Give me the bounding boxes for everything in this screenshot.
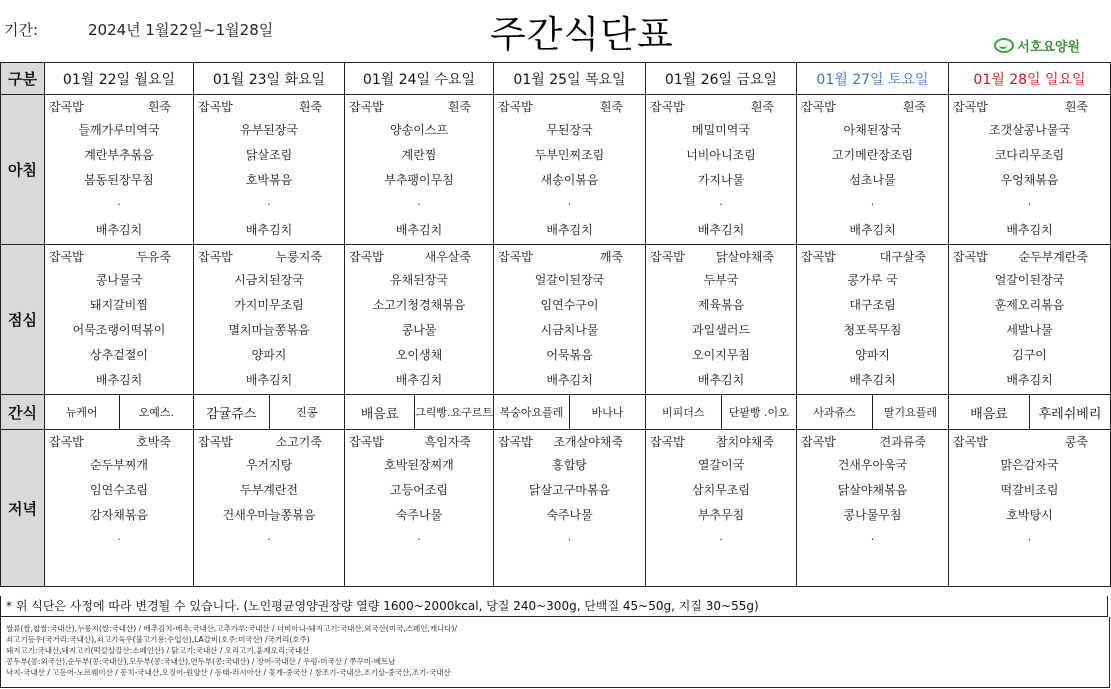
origin-line: 쇠고기등우(국거리:국내산),쇠고기육우(불고기용:수입산),LA갈비(호주:미국산) /국거리(호주): [6, 635, 310, 644]
dish-item: 순두부찌개: [90, 458, 148, 472]
snack-item: 사과쥬스: [797, 395, 873, 429]
breakfast-row: [1, 95, 1111, 245]
dish-item: 임연수조림: [90, 483, 148, 497]
snack-pair: [45, 395, 193, 429]
kimchi-item: 배추김치: [1006, 223, 1053, 237]
dish-item: 양파지: [855, 348, 890, 362]
dish-item: 오이생채: [395, 348, 443, 362]
dish-item: 고기메란장조림: [831, 148, 914, 162]
rice-porridge-line: [646, 95, 796, 118]
porridge-item: 흰죽: [447, 100, 471, 114]
porridge-item: 흰죽: [902, 100, 926, 114]
snack-cell: [345, 395, 494, 430]
snack-pair: [494, 395, 645, 429]
day-header-sunday: 01월 28일 일요일: [949, 63, 1111, 95]
rice-item: 잡곡밥: [650, 250, 685, 264]
logo: [994, 36, 1080, 55]
rice-porridge-line: [345, 245, 493, 268]
porridge-item: 호박죽: [136, 435, 171, 449]
dish-item: .: [567, 532, 572, 543]
porridge-item: 콩죽: [1064, 435, 1088, 449]
rice-item: 잡곡밥: [953, 250, 988, 264]
meal-label-breakfast: 아침: [1, 95, 45, 245]
dish-item: 열갈이국: [697, 458, 745, 472]
porridge-item: 닭살야채죽: [716, 250, 774, 264]
rice-porridge-line: [949, 245, 1110, 268]
dish-item: 두부국: [703, 273, 739, 287]
dish-item: 고등어조림: [390, 483, 448, 497]
porridge-item: 참치야채죽: [716, 435, 774, 449]
lunch-cell: [194, 245, 345, 395]
dish-item: 양파지: [251, 348, 287, 362]
rice-porridge-line: [494, 245, 645, 268]
snack-pair: [797, 395, 948, 429]
dish-item: 얼갈이된장국: [994, 273, 1065, 287]
snack-cell: [194, 395, 345, 430]
dish-item: 호박탕시: [1006, 508, 1053, 522]
nutrition-note: * 위 식단은 사정에 따라 변경될 수 있습니다. (노인평균영양권장량 열량 1600~2000kcal, 당질 240~300g, 단백질 45~50g, 지질 30~55g): [0, 596, 1108, 617]
dish-item: 떡갈비조림: [1000, 483, 1059, 497]
dish-item: 건새우아욱국: [837, 458, 908, 472]
dish-item: 메밀미역국: [692, 123, 750, 137]
dish-item: 과일샐러드: [692, 323, 750, 337]
rice-item: 잡곡밥: [198, 250, 233, 264]
dish-item: 봄동된장무침: [84, 173, 154, 187]
dinner-cell: [646, 430, 797, 587]
rice-item: 잡곡밥: [650, 100, 685, 114]
snack-item: 복숭아요플레: [494, 395, 570, 429]
dish-item: .: [117, 532, 121, 543]
snack-pair: [949, 395, 1110, 429]
dish-item: 무된장국: [546, 123, 593, 137]
day-header: 01월 24일 수요일: [345, 63, 494, 95]
lunch-cell: [797, 245, 949, 395]
lunch-cell: [494, 245, 646, 395]
meal-label-lunch: 점심: [1, 245, 45, 395]
breakfast-cell: [797, 95, 949, 245]
meal-label-dinner: 저녁: [1, 430, 45, 587]
dish-item: 청포묵무침: [843, 323, 902, 337]
dinner-cell: [949, 430, 1111, 587]
kimchi-item: 배추김치: [395, 223, 443, 237]
porridge-item: 흑임자죽: [424, 435, 471, 449]
rice-porridge-line: [494, 430, 645, 453]
kimchi-item: 배추김치: [245, 223, 293, 237]
dish-item: .: [719, 532, 723, 543]
rice-item: 잡곡밥: [801, 100, 836, 114]
rice-item: 잡곡밥: [953, 100, 988, 114]
snack-item: 배음료: [949, 395, 1030, 429]
snack-cell: [494, 395, 646, 430]
dish-item: 감자채볶음: [90, 508, 148, 522]
kimchi-item: 배추김치: [1006, 373, 1053, 387]
dinner-cell: [345, 430, 494, 587]
snack-item: 단팥빵 .이오: [728, 406, 789, 419]
breakfast-cell: [45, 95, 194, 245]
snack-item: 그릭빵.요구르트: [415, 406, 493, 419]
origin-line: 낙지-국내산 / 고등어-노르웨이산 / 동치-국내산,오징어-원양산 / 동태-러시아산 / 꽃게-중국산 / 참조기-국내산,조기살-중국산,조기-국내산: [6, 668, 451, 677]
porridge-item: 두유죽: [136, 250, 171, 264]
dish-item: 제육볶음: [697, 298, 745, 312]
rice-item: 잡곡밥: [498, 100, 533, 114]
day-header: 01월 23일 화요일: [194, 63, 345, 95]
kimchi-item: 배추김치: [95, 223, 143, 237]
dish-item: 조갯살콩나물국: [988, 123, 1071, 137]
rice-porridge-line: [949, 95, 1110, 118]
dish-item: 오이지무침: [692, 348, 750, 362]
dish-item: 김구이: [1012, 348, 1047, 362]
dish-item: 어묵조랭이떡볶이: [72, 323, 166, 337]
meal-label-snack: 간식: [1, 395, 45, 430]
kimchi-item: 배추김치: [697, 373, 745, 387]
dish-item: 섬초나물: [849, 173, 896, 187]
dish-item: 닭살고구마볶음: [528, 483, 611, 497]
rice-porridge-line: [194, 430, 344, 453]
sheet-header: [0, 0, 1110, 62]
dish-item: 맑은감자국: [1000, 458, 1059, 472]
dish-item: 우거지탕: [245, 458, 293, 472]
dish-item: .: [870, 197, 875, 208]
kimchi-item: 배추김치: [245, 373, 293, 387]
snack-item: 배음료: [345, 395, 415, 429]
dish-item: 두부계란전: [240, 483, 298, 497]
dish-item: .: [1027, 197, 1032, 208]
day-header: 01월 25일 목요일: [494, 63, 646, 95]
dish-item: 가지미무조림: [234, 298, 304, 312]
dish-item: 시금치나물: [540, 323, 599, 337]
rice-item: 잡곡밥: [953, 435, 988, 449]
dish-item: 삼치무조림: [692, 483, 750, 497]
rice-porridge-line: [45, 245, 193, 268]
kimchi-item: 배추김치: [395, 373, 443, 387]
snack-pair: [345, 395, 493, 429]
dish-item: 대구조림: [849, 298, 896, 312]
rice-porridge-line: [45, 95, 193, 118]
snack-item: 딸기요플레: [883, 406, 938, 419]
rice-item: 잡곡밥: [498, 435, 533, 449]
dish-item: .: [417, 532, 421, 543]
snack-cell: [646, 395, 797, 430]
lunch-cell: [345, 245, 494, 395]
snack-cell: [949, 395, 1111, 430]
porridge-item: 흰죽: [750, 100, 774, 114]
rice-item: 잡곡밥: [198, 435, 233, 449]
snack-cell: [797, 395, 949, 430]
rice-porridge-line: [45, 430, 193, 453]
breakfast-cell: [494, 95, 646, 245]
corner-label: 구분: [1, 63, 45, 95]
rice-porridge-line: [194, 245, 344, 268]
dish-item: 호박된장찌개: [384, 458, 454, 472]
day-header: 01월 26일 금요일: [646, 63, 797, 95]
dish-item: 계란부추볶음: [84, 148, 154, 162]
rice-item: 잡곡밥: [650, 435, 685, 449]
kimchi-item: 배추김치: [849, 373, 896, 387]
dish-item: 양송이스프: [390, 123, 448, 137]
dinner-cell: [194, 430, 345, 587]
porridge-item: 조개살야채죽: [553, 435, 623, 449]
dish-item: .: [117, 197, 121, 208]
dish-item: 상추겉절이: [90, 348, 148, 362]
kimchi-item: 배추김치: [95, 373, 143, 387]
snack-item: 오예스.: [138, 406, 174, 419]
origin-line: 돼지고기:국내산,돼지고기(떡갈살갈산:스페인산) / 닭고기:국내산 / 오리고기,훈제오리:국내산: [6, 646, 310, 655]
porridge-item: 누룽지죽: [275, 250, 322, 264]
dish-item: 새송이볶음: [540, 173, 599, 187]
dish-item: 코다리무조림: [994, 148, 1065, 162]
period-value: 2024년 1월22일~1월28일: [88, 21, 274, 39]
dish-item: 시금치된장국: [234, 273, 304, 287]
dish-item: 훈제오리볶음: [994, 298, 1065, 312]
dish-item: 들깨가루미역국: [78, 123, 160, 137]
dish-item: 두부민찌조림: [534, 148, 605, 162]
dish-item: 호박볶음: [245, 173, 293, 187]
snack-pair: [194, 395, 344, 429]
dinner-cell: [797, 430, 949, 587]
rice-porridge-line: [646, 430, 796, 453]
rice-porridge-line: [797, 95, 948, 118]
dish-item: 콩나물무침: [843, 508, 902, 522]
porridge-item: 새우살죽: [424, 250, 471, 264]
porridge-item: 흰죽: [1064, 100, 1088, 114]
dish-item: 숙주나물: [395, 508, 443, 522]
dish-item: 얼갈이된장국: [534, 273, 605, 287]
dish-item: 세발나물: [1006, 323, 1053, 337]
dish-item: 부추무침: [697, 508, 745, 522]
page-title: 주간식단표: [490, 13, 674, 56]
dish-item: 계란찜: [401, 148, 437, 162]
snack-pair: [646, 395, 796, 429]
dish-item: .: [870, 532, 875, 543]
rice-porridge-line: [949, 430, 1110, 453]
dish-item: 닭살조림: [245, 148, 293, 162]
snack-item: 감귤쥬스: [194, 395, 270, 429]
dish-item: 숙주나물: [546, 508, 593, 522]
dish-item: 너비아니조림: [686, 148, 756, 162]
porridge-item: 깨죽: [599, 250, 623, 264]
dish-item: 어묵볶음: [546, 348, 593, 362]
breakfast-cell: [345, 95, 494, 245]
porridge-item: 순두부계란죽: [1018, 250, 1088, 264]
weekly-menu-table: [0, 62, 1111, 587]
lunch-row: [1, 245, 1111, 395]
snack-cell: [45, 395, 194, 430]
rice-item: 잡곡밥: [349, 100, 384, 114]
dish-item: 건새우마늘쫑볶음: [222, 508, 316, 522]
rice-porridge-line: [494, 95, 645, 118]
lunch-cell: [45, 245, 194, 395]
porridge-item: 소고기죽: [275, 435, 322, 449]
period-label: 기간:: [4, 21, 39, 39]
snack-item: 뉴케어: [45, 395, 120, 429]
dish-item: 돼지갈비찜: [90, 298, 148, 312]
dish-item: .: [267, 197, 271, 208]
rice-item: 잡곡밥: [349, 435, 384, 449]
dish-item: 홍합탕: [552, 458, 587, 472]
snack-item: 후레쉬베리: [1038, 406, 1102, 422]
dish-item: 닭살야채볶음: [837, 483, 908, 497]
dish-item: 가지나물: [697, 173, 745, 187]
dish-item: 부추팽이무침: [384, 173, 454, 187]
smile-logo-icon: [994, 38, 1014, 53]
dinner-cell: [494, 430, 646, 587]
dish-item: .: [1027, 532, 1032, 543]
rice-item: 잡곡밥: [49, 250, 84, 264]
rice-porridge-line: [345, 430, 493, 453]
rice-porridge-line: [646, 245, 796, 268]
kimchi-item: 배추김치: [546, 373, 593, 387]
dish-item: 우엉채볶음: [1000, 173, 1059, 187]
dish-item: 콩나물: [401, 323, 437, 337]
kimchi-item: 배추김치: [697, 223, 745, 237]
dish-item: 임연수구이: [540, 298, 599, 312]
kimchi-item: 배추김치: [849, 223, 896, 237]
dish-item: .: [267, 532, 271, 543]
dish-item: .: [567, 197, 572, 208]
origin-line: 쌀류(쌀,찹쌀:국내산),누룽지(쌀:국내산) / 배추김치-배추:국내산,고추가루:국내산 / 너비아니-돼지고기:국내산,외국산(미국,스페인,캐나다)/: [6, 624, 458, 633]
rice-item: 잡곡밥: [801, 250, 836, 264]
rice-item: 잡곡밥: [498, 250, 533, 264]
snack-item: 바나나: [591, 406, 624, 419]
day-header-row: [1, 63, 1111, 95]
snack-item: 비피더스: [646, 395, 722, 429]
rice-item: 잡곡밥: [49, 100, 84, 114]
rice-item: 잡곡밥: [198, 100, 233, 114]
day-header-saturday: 01월 27일 토요일: [797, 63, 949, 95]
breakfast-cell: [949, 95, 1111, 245]
dish-item: .: [417, 197, 421, 208]
lunch-cell: [646, 245, 797, 395]
dish-item: 아채된장국: [843, 123, 902, 137]
breakfast-cell: [646, 95, 797, 245]
rice-porridge-line: [797, 245, 948, 268]
dish-item: 유부된장국: [240, 123, 298, 137]
rice-porridge-line: [797, 430, 948, 453]
rice-item: 잡곡밥: [349, 250, 384, 264]
rice-porridge-line: [194, 95, 344, 118]
dish-item: 유채된장국: [390, 273, 448, 287]
origin-info: [0, 617, 1110, 688]
dish-item: 콩가루 국: [847, 273, 898, 287]
porridge-item: 대구살죽: [879, 250, 926, 264]
porridge-item: 흰죽: [599, 100, 623, 114]
dinner-row: [1, 430, 1111, 587]
lunch-cell: [949, 245, 1111, 395]
dinner-cell: [45, 430, 194, 587]
rice-porridge-line: [345, 95, 493, 118]
breakfast-cell: [194, 95, 345, 245]
origin-line: 콩두부(콩:외국산),순두부(콩:국내산),모두부(콩:국내산),연두부(콩:국내산) / 장어-국내산 / 우렁-미국산 / 쭈꾸미-베트남: [6, 657, 396, 666]
dish-item: 멸치마늘쫑볶음: [228, 323, 310, 337]
rice-item: 잡곡밥: [801, 435, 836, 449]
porridge-item: 흰죽: [298, 100, 322, 114]
rice-item: 잡곡밥: [49, 435, 84, 449]
snack-item: 진콩: [296, 406, 318, 419]
snack-row: [1, 395, 1111, 430]
porridge-item: 견과류죽: [879, 435, 926, 449]
porridge-item: 흰죽: [147, 100, 171, 114]
dish-item: .: [719, 197, 723, 208]
kimchi-item: 배추김치: [546, 223, 593, 237]
logo-text: 서호요양원: [1017, 40, 1080, 55]
day-header: 01월 22일 월요일: [45, 63, 194, 95]
dish-item: 소고기청경채볶음: [372, 298, 466, 312]
dish-item: 콩나물국: [95, 273, 143, 287]
